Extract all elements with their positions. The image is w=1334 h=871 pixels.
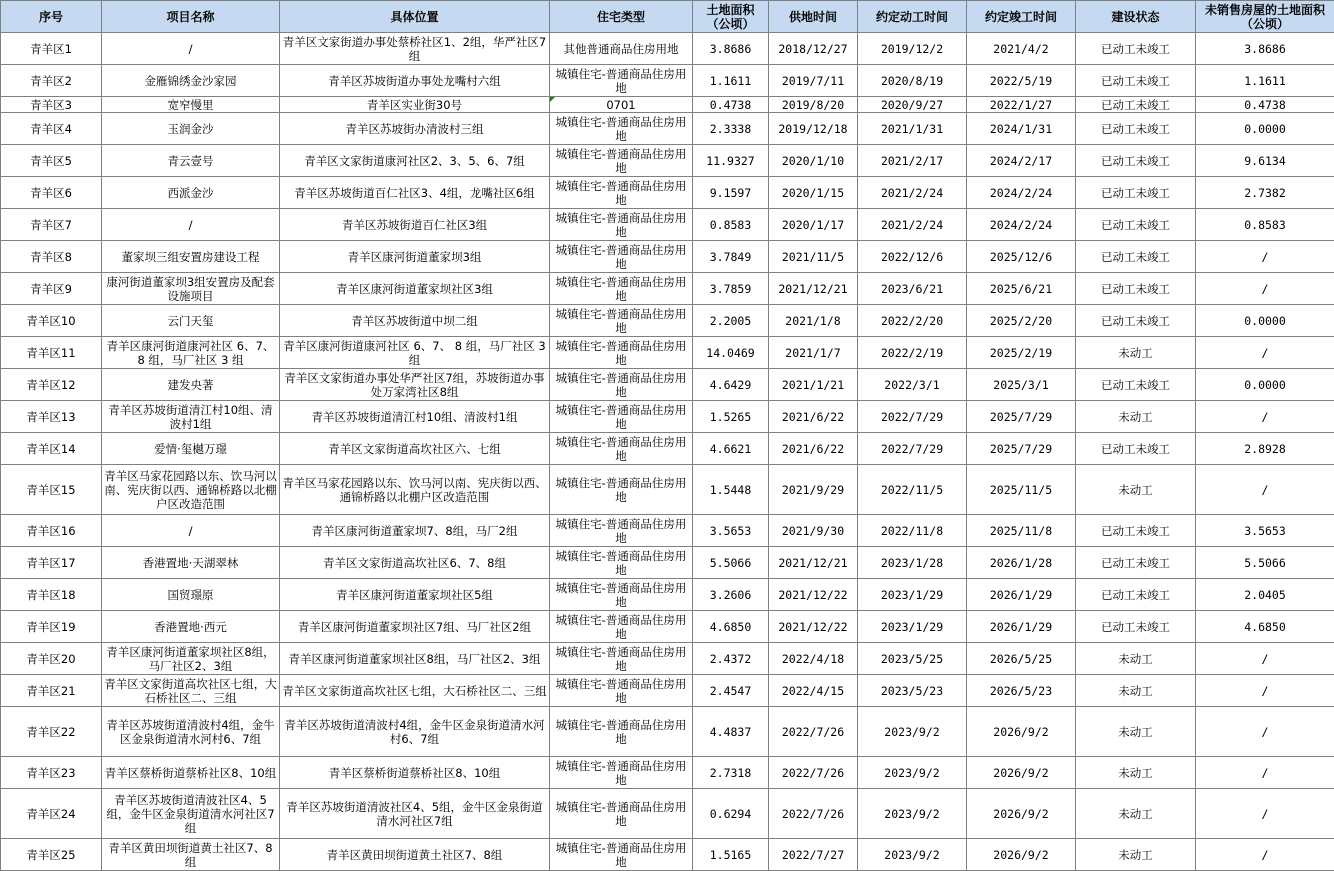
cell-unsold-area: 2.8928 [1196, 433, 1334, 465]
cell-start-date: 2023/9/2 [858, 757, 967, 789]
cell-status: 未动工 [1076, 789, 1196, 839]
cell-supply-date: 2021/1/7 [769, 337, 858, 369]
cell-unsold-area: / [1196, 789, 1334, 839]
cell-unsold-area: 3.8686 [1196, 33, 1334, 65]
table-row [1, 643, 1334, 675]
cell-unsold-area: 0.8583 [1196, 209, 1334, 241]
table-body [1, 33, 1334, 871]
cell-land-area: 11.9327 [693, 145, 769, 177]
cell-index: 青羊区7 [1, 209, 102, 241]
cell-project-name: 宽窄慢里 [102, 97, 280, 113]
cell-start-date: 2023/1/28 [858, 547, 967, 579]
cell-land-area: 3.7859 [693, 273, 769, 305]
cell-start-date: 2022/7/29 [858, 401, 967, 433]
table-row [1, 675, 1334, 707]
cell-housing-type: 0701 [550, 97, 693, 113]
cell-project-name: 董家坝三组安置房建设工程 [102, 241, 280, 273]
table-row [1, 305, 1334, 337]
cell-index: 青羊区1 [1, 33, 102, 65]
cell-completion-date: 2025/11/5 [967, 465, 1076, 515]
cell-location: 青羊区康河街道董家坝7、8组，马厂2组 [280, 515, 550, 547]
cell-completion-date: 2025/11/8 [967, 515, 1076, 547]
cell-unsold-area: 0.0000 [1196, 305, 1334, 337]
table-row [1, 145, 1334, 177]
cell-project-name: 青羊区马家花园路以东、饮马河以南、宪庆街以西、通锦桥路以北棚户区改造范围 [102, 465, 280, 515]
table-row [1, 337, 1334, 369]
table-row [1, 241, 1334, 273]
cell-completion-date: 2026/1/28 [967, 547, 1076, 579]
cell-status: 已动工未竣工 [1076, 65, 1196, 97]
cell-supply-date: 2021/12/21 [769, 547, 858, 579]
cell-location: 青羊区黄田坝街道黄土社区7、8组 [280, 839, 550, 871]
cell-index: 青羊区17 [1, 547, 102, 579]
cell-completion-date: 2025/7/29 [967, 401, 1076, 433]
table-row [1, 401, 1334, 433]
cell-location: 青羊区苏坡街道办事处龙嘴村六组 [280, 65, 550, 97]
cell-land-area: 1.5265 [693, 401, 769, 433]
cell-completion-date: 2025/6/21 [967, 273, 1076, 305]
cell-start-date: 2023/9/2 [858, 789, 967, 839]
table-row [1, 515, 1334, 547]
cell-supply-date: 2021/12/22 [769, 579, 858, 611]
cell-start-date: 2021/2/24 [858, 209, 967, 241]
cell-project-name: / [102, 209, 280, 241]
cell-start-date: 2021/2/24 [858, 177, 967, 209]
col-completion-date-header: 约定竣工时间 [967, 1, 1076, 33]
cell-completion-date: 2025/2/20 [967, 305, 1076, 337]
cell-project-name: 青羊区黄田坝街道黄土社区7、8组 [102, 839, 280, 871]
cell-housing-type: 城镇住宅-普通商品住房用地 [550, 65, 693, 97]
cell-completion-date: 2024/2/24 [967, 209, 1076, 241]
cell-project-name: 青羊区康河街道康河社区 6、7、 8 组，马厂社区 3 组 [102, 337, 280, 369]
cell-housing-type: 城镇住宅-普通商品住房用地 [550, 515, 693, 547]
cell-completion-date: 2022/1/27 [967, 97, 1076, 113]
cell-status: 未动工 [1076, 839, 1196, 871]
cell-status: 已动工未竣工 [1076, 209, 1196, 241]
cell-status: 已动工未竣工 [1076, 579, 1196, 611]
cell-supply-date: 2020/1/15 [769, 177, 858, 209]
cell-housing-type: 城镇住宅-普通商品住房用地 [550, 209, 693, 241]
cell-completion-date: 2024/2/24 [967, 177, 1076, 209]
cell-supply-date: 2019/8/20 [769, 97, 858, 113]
cell-index: 青羊区6 [1, 177, 102, 209]
cell-supply-date: 2019/12/18 [769, 113, 858, 145]
cell-land-area: 2.3338 [693, 113, 769, 145]
table-row [1, 97, 1334, 113]
cell-unsold-area: 0.4738 [1196, 97, 1334, 113]
cell-completion-date: 2026/9/2 [967, 839, 1076, 871]
cell-project-name: / [102, 515, 280, 547]
table-row [1, 579, 1334, 611]
cell-supply-date: 2021/6/22 [769, 433, 858, 465]
cell-index: 青羊区13 [1, 401, 102, 433]
cell-unsold-area: 0.0000 [1196, 369, 1334, 401]
cell-completion-date: 2026/1/29 [967, 579, 1076, 611]
cell-land-area: 3.5653 [693, 515, 769, 547]
cell-status: 未动工 [1076, 757, 1196, 789]
cell-land-area: 0.4738 [693, 97, 769, 113]
cell-status: 未动工 [1076, 643, 1196, 675]
cell-land-area: 2.2005 [693, 305, 769, 337]
cell-project-name: 国贸璟原 [102, 579, 280, 611]
cell-index: 青羊区12 [1, 369, 102, 401]
cell-project-name: 青羊区蔡桥街道蔡桥社区8、10组 [102, 757, 280, 789]
cell-project-name: 青羊区苏坡街道清波社区4、5组，金牛区金泉街道清水河社区7组 [102, 789, 280, 839]
cell-location: 青羊区文家街道高坎社区6、7、8组 [280, 547, 550, 579]
table-row [1, 789, 1334, 839]
cell-status: 已动工未竣工 [1076, 33, 1196, 65]
cell-land-area: 4.6621 [693, 433, 769, 465]
cell-housing-type: 城镇住宅-普通商品住房用地 [550, 113, 693, 145]
cell-land-area: 2.4547 [693, 675, 769, 707]
cell-location: 青羊区康河街道董家坝社区5组 [280, 579, 550, 611]
cell-index: 青羊区8 [1, 241, 102, 273]
cell-land-area: 3.2606 [693, 579, 769, 611]
cell-index: 青羊区23 [1, 757, 102, 789]
table-row [1, 839, 1334, 871]
cell-housing-type: 城镇住宅-普通商品住房用地 [550, 337, 693, 369]
cell-land-area: 9.1597 [693, 177, 769, 209]
cell-project-name: 青羊区康河街道董家坝社区8组，马厂社区2、3组 [102, 643, 280, 675]
cell-land-area: 3.7849 [693, 241, 769, 273]
cell-land-area: 1.5448 [693, 465, 769, 515]
cell-status: 已动工未竣工 [1076, 515, 1196, 547]
cell-index: 青羊区5 [1, 145, 102, 177]
cell-start-date: 2021/1/31 [858, 113, 967, 145]
cell-location: 青羊区蔡桥街道蔡桥社区8、10组 [280, 757, 550, 789]
cell-supply-date: 2021/6/22 [769, 401, 858, 433]
cell-location: 青羊区康河街道董家坝社区8组，马厂社区2、3组 [280, 643, 550, 675]
cell-status: 已动工未竣工 [1076, 369, 1196, 401]
cell-unsold-area: 1.1611 [1196, 65, 1334, 97]
cell-project-name: / [102, 33, 280, 65]
cell-location: 青羊区文家街道办事处蔡桥社区1、2组，华严社区7组 [280, 33, 550, 65]
col-supply-date-header: 供地时间 [769, 1, 858, 33]
cell-location: 青羊区苏坡街道中坝二组 [280, 305, 550, 337]
col-start-date-header: 约定动工时间 [858, 1, 967, 33]
col-status-header: 建设状态 [1076, 1, 1196, 33]
header-row [1, 1, 1334, 33]
cell-start-date: 2023/5/23 [858, 675, 967, 707]
cell-start-date: 2022/7/29 [858, 433, 967, 465]
cell-unsold-area: / [1196, 337, 1334, 369]
cell-supply-date: 2022/7/26 [769, 789, 858, 839]
cell-supply-date: 2020/1/17 [769, 209, 858, 241]
table-row [1, 33, 1334, 65]
cell-housing-type: 城镇住宅-普通商品住房用地 [550, 757, 693, 789]
cell-location: 青羊区苏坡街办清波村三组 [280, 113, 550, 145]
cell-index: 青羊区9 [1, 273, 102, 305]
cell-index: 青羊区2 [1, 65, 102, 97]
cell-housing-type: 城镇住宅-普通商品住房用地 [550, 465, 693, 515]
cell-completion-date: 2026/5/25 [967, 643, 1076, 675]
cell-start-date: 2022/3/1 [858, 369, 967, 401]
cell-unsold-area: / [1196, 675, 1334, 707]
table-row [1, 611, 1334, 643]
cell-unsold-area: 4.6850 [1196, 611, 1334, 643]
cell-status: 未动工 [1076, 675, 1196, 707]
cell-land-area: 3.8686 [693, 33, 769, 65]
cell-completion-date: 2024/1/31 [967, 113, 1076, 145]
cell-unsold-area: 5.5066 [1196, 547, 1334, 579]
cell-unsold-area: 9.6134 [1196, 145, 1334, 177]
cell-status: 已动工未竣工 [1076, 113, 1196, 145]
cell-location: 青羊区康河街道康河社区 6、7、 8 组，马厂社区 3 组 [280, 337, 550, 369]
cell-status: 未动工 [1076, 401, 1196, 433]
cell-project-name: 西派金沙 [102, 177, 280, 209]
cell-supply-date: 2022/7/26 [769, 757, 858, 789]
cell-start-date: 2023/9/2 [858, 707, 967, 757]
cell-housing-type: 城镇住宅-普通商品住房用地 [550, 273, 693, 305]
cell-index: 青羊区10 [1, 305, 102, 337]
cell-location: 青羊区文家街道康河社区2、3、5、6、7组 [280, 145, 550, 177]
cell-housing-type: 城镇住宅-普通商品住房用地 [550, 579, 693, 611]
cell-location: 青羊区苏坡街道清波社区4、5组，金牛区金泉街道清水河社区7组 [280, 789, 550, 839]
table-row [1, 465, 1334, 515]
cell-index: 青羊区4 [1, 113, 102, 145]
cell-completion-date: 2026/9/2 [967, 707, 1076, 757]
cell-land-area: 4.4837 [693, 707, 769, 757]
cell-start-date: 2023/1/29 [858, 579, 967, 611]
cell-status: 未动工 [1076, 707, 1196, 757]
cell-unsold-area: 2.7382 [1196, 177, 1334, 209]
cell-unsold-area: / [1196, 707, 1334, 757]
table-row [1, 547, 1334, 579]
cell-location: 青羊区文家街道办事处华严社区7组，苏坡街道办事处万家湾社区8组 [280, 369, 550, 401]
cell-project-name: 玉润金沙 [102, 113, 280, 145]
cell-supply-date: 2021/9/29 [769, 465, 858, 515]
cell-index: 青羊区16 [1, 515, 102, 547]
cell-housing-type: 城镇住宅-普通商品住房用地 [550, 433, 693, 465]
cell-start-date: 2021/2/17 [858, 145, 967, 177]
cell-completion-date: 2026/5/23 [967, 675, 1076, 707]
col-location-header: 具体位置 [280, 1, 550, 33]
cell-index: 青羊区3 [1, 97, 102, 113]
cell-index: 青羊区15 [1, 465, 102, 515]
cell-completion-date: 2026/9/2 [967, 789, 1076, 839]
cell-start-date: 2022/11/5 [858, 465, 967, 515]
cell-location: 青羊区文家街道高坎社区六、七组 [280, 433, 550, 465]
cell-project-name: 香港置地·西元 [102, 611, 280, 643]
cell-status: 已动工未竣工 [1076, 433, 1196, 465]
cell-status: 已动工未竣工 [1076, 547, 1196, 579]
col-index-header: 序号 [1, 1, 102, 33]
cell-land-area: 14.0469 [693, 337, 769, 369]
cell-housing-type: 城镇住宅-普通商品住房用地 [550, 145, 693, 177]
cell-supply-date: 2021/1/21 [769, 369, 858, 401]
cell-housing-type: 城镇住宅-普通商品住房用地 [550, 839, 693, 871]
cell-supply-date: 2020/1/10 [769, 145, 858, 177]
cell-status: 已动工未竣工 [1076, 241, 1196, 273]
cell-supply-date: 2022/4/18 [769, 643, 858, 675]
cell-land-area: 0.6294 [693, 789, 769, 839]
cell-start-date: 2020/8/19 [858, 65, 967, 97]
table-row [1, 209, 1334, 241]
table-row [1, 369, 1334, 401]
cell-supply-date: 2018/12/27 [769, 33, 858, 65]
col-project-name-header: 项目名称 [102, 1, 280, 33]
cell-project-name: 青羊区文家街道高坎社区七组，大石桥社区二、三组 [102, 675, 280, 707]
cell-index: 青羊区22 [1, 707, 102, 757]
cell-location: 青羊区苏坡街道清波村4组，金牛区金泉街道清水河村6、7组 [280, 707, 550, 757]
cell-location: 青羊区康河街道董家坝社区7组、马厂社区2组 [280, 611, 550, 643]
cell-completion-date: 2025/3/1 [967, 369, 1076, 401]
cell-land-area: 1.5165 [693, 839, 769, 871]
cell-status: 已动工未竣工 [1076, 97, 1196, 113]
cell-start-date: 2022/2/20 [858, 305, 967, 337]
cell-housing-type: 城镇住宅-普通商品住房用地 [550, 369, 693, 401]
cell-housing-type: 其他普通商品住房用地 [550, 33, 693, 65]
table-row [1, 273, 1334, 305]
col-housing-type-header: 住宅类型 [550, 1, 693, 33]
cell-index: 青羊区14 [1, 433, 102, 465]
cell-completion-date: 2026/1/29 [967, 611, 1076, 643]
cell-start-date: 2023/1/29 [858, 611, 967, 643]
cell-start-date: 2023/5/25 [858, 643, 967, 675]
cell-completion-date: 2026/9/2 [967, 757, 1076, 789]
cell-land-area: 5.5066 [693, 547, 769, 579]
cell-housing-type: 城镇住宅-普通商品住房用地 [550, 643, 693, 675]
cell-start-date: 2022/11/8 [858, 515, 967, 547]
cell-index: 青羊区25 [1, 839, 102, 871]
cell-unsold-area: / [1196, 839, 1334, 871]
cell-status: 未动工 [1076, 465, 1196, 515]
table-row [1, 707, 1334, 757]
cell-land-area: 0.8583 [693, 209, 769, 241]
table-row [1, 113, 1334, 145]
table-row [1, 433, 1334, 465]
cell-supply-date: 2021/12/22 [769, 611, 858, 643]
cell-completion-date: 2025/2/19 [967, 337, 1076, 369]
cell-location: 青羊区苏坡街道百仁社区3组 [280, 209, 550, 241]
cell-status: 已动工未竣工 [1076, 611, 1196, 643]
cell-supply-date: 2021/9/30 [769, 515, 858, 547]
cell-housing-type: 城镇住宅-普通商品住房用地 [550, 241, 693, 273]
cell-land-area: 4.6850 [693, 611, 769, 643]
cell-completion-date: 2025/7/29 [967, 433, 1076, 465]
cell-location: 青羊区苏坡街道清江村10组、清波村1组 [280, 401, 550, 433]
cell-index: 青羊区11 [1, 337, 102, 369]
cell-unsold-area: 2.0405 [1196, 579, 1334, 611]
cell-land-area: 4.6429 [693, 369, 769, 401]
table-row [1, 177, 1334, 209]
cell-housing-type: 城镇住宅-普通商品住房用地 [550, 547, 693, 579]
cell-unsold-area: / [1196, 465, 1334, 515]
cell-supply-date: 2021/11/5 [769, 241, 858, 273]
cell-start-date: 2020/9/27 [858, 97, 967, 113]
cell-completion-date: 2024/2/17 [967, 145, 1076, 177]
cell-project-name: 爱情·玺樾万璟 [102, 433, 280, 465]
cell-index: 青羊区19 [1, 611, 102, 643]
cell-land-area: 1.1611 [693, 65, 769, 97]
cell-location: 青羊区康河街道董家坝3组 [280, 241, 550, 273]
cell-index: 青羊区20 [1, 643, 102, 675]
cell-status: 已动工未竣工 [1076, 177, 1196, 209]
cell-supply-date: 2022/7/27 [769, 839, 858, 871]
cell-status: 未动工 [1076, 337, 1196, 369]
cell-start-date: 2019/12/2 [858, 33, 967, 65]
cell-completion-date: 2025/12/6 [967, 241, 1076, 273]
cell-unsold-area: / [1196, 757, 1334, 789]
cell-housing-type: 城镇住宅-普通商品住房用地 [550, 177, 693, 209]
cell-project-name: 建发央著 [102, 369, 280, 401]
cell-project-name: 康河街道董家坝3组安置房及配套设施项目 [102, 273, 280, 305]
cell-supply-date: 2021/1/8 [769, 305, 858, 337]
cell-unsold-area: 0.0000 [1196, 113, 1334, 145]
cell-project-name: 青云壹号 [102, 145, 280, 177]
cell-location: 青羊区实业街30号 [280, 97, 550, 113]
cell-unsold-area: / [1196, 643, 1334, 675]
col-unsold-area-header: 未销售房屋的土地面积（公顷） [1196, 1, 1334, 33]
table-row [1, 757, 1334, 789]
cell-supply-date: 2022/7/26 [769, 707, 858, 757]
cell-project-name: 云门天玺 [102, 305, 280, 337]
cell-housing-type: 城镇住宅-普通商品住房用地 [550, 675, 693, 707]
cell-project-name: 青羊区苏坡街道清江村10组、清波村1组 [102, 401, 280, 433]
cell-project-name: 香港置地·天湖翠林 [102, 547, 280, 579]
cell-unsold-area: / [1196, 273, 1334, 305]
cell-status: 已动工未竣工 [1076, 145, 1196, 177]
cell-location: 青羊区康河街道董家坝社区3组 [280, 273, 550, 305]
cell-unsold-area: / [1196, 401, 1334, 433]
cell-land-area: 2.7318 [693, 757, 769, 789]
cell-housing-type: 城镇住宅-普通商品住房用地 [550, 401, 693, 433]
cell-start-date: 2022/12/6 [858, 241, 967, 273]
cell-housing-type: 城镇住宅-普通商品住房用地 [550, 305, 693, 337]
cell-location: 青羊区马家花园路以东、饮马河以南、宪庆街以西、通锦桥路以北棚户区改造范围 [280, 465, 550, 515]
cell-land-area: 2.4372 [693, 643, 769, 675]
cell-status: 已动工未竣工 [1076, 273, 1196, 305]
cell-start-date: 2023/9/2 [858, 839, 967, 871]
cell-supply-date: 2022/4/15 [769, 675, 858, 707]
cell-start-date: 2022/2/19 [858, 337, 967, 369]
cell-completion-date: 2022/5/19 [967, 65, 1076, 97]
cell-project-name: 金雁锦绣金沙家园 [102, 65, 280, 97]
cell-housing-type: 城镇住宅-普通商品住房用地 [550, 789, 693, 839]
cell-index: 青羊区21 [1, 675, 102, 707]
cell-status: 已动工未竣工 [1076, 305, 1196, 337]
col-land-area-header: 土地面积（公顷） [693, 1, 769, 33]
cell-index: 青羊区24 [1, 789, 102, 839]
cell-location: 青羊区文家街道高坎社区七组，大石桥社区二、三组 [280, 675, 550, 707]
cell-unsold-area: 3.5653 [1196, 515, 1334, 547]
table-header [1, 1, 1334, 33]
cell-housing-type: 城镇住宅-普通商品住房用地 [550, 611, 693, 643]
cell-completion-date: 2021/4/2 [967, 33, 1076, 65]
cell-project-name: 青羊区苏坡街道清波村4组，金牛区金泉街道清水河村6、7组 [102, 707, 280, 757]
table-row [1, 65, 1334, 97]
cell-location: 青羊区苏坡街道百仁社区3、4组，龙嘴社区6组 [280, 177, 550, 209]
cell-supply-date: 2021/12/21 [769, 273, 858, 305]
cell-supply-date: 2019/7/11 [769, 65, 858, 97]
cell-start-date: 2023/6/21 [858, 273, 967, 305]
cell-housing-type: 城镇住宅-普通商品住房用地 [550, 707, 693, 757]
cell-unsold-area: / [1196, 241, 1334, 273]
cell-index: 青羊区18 [1, 579, 102, 611]
